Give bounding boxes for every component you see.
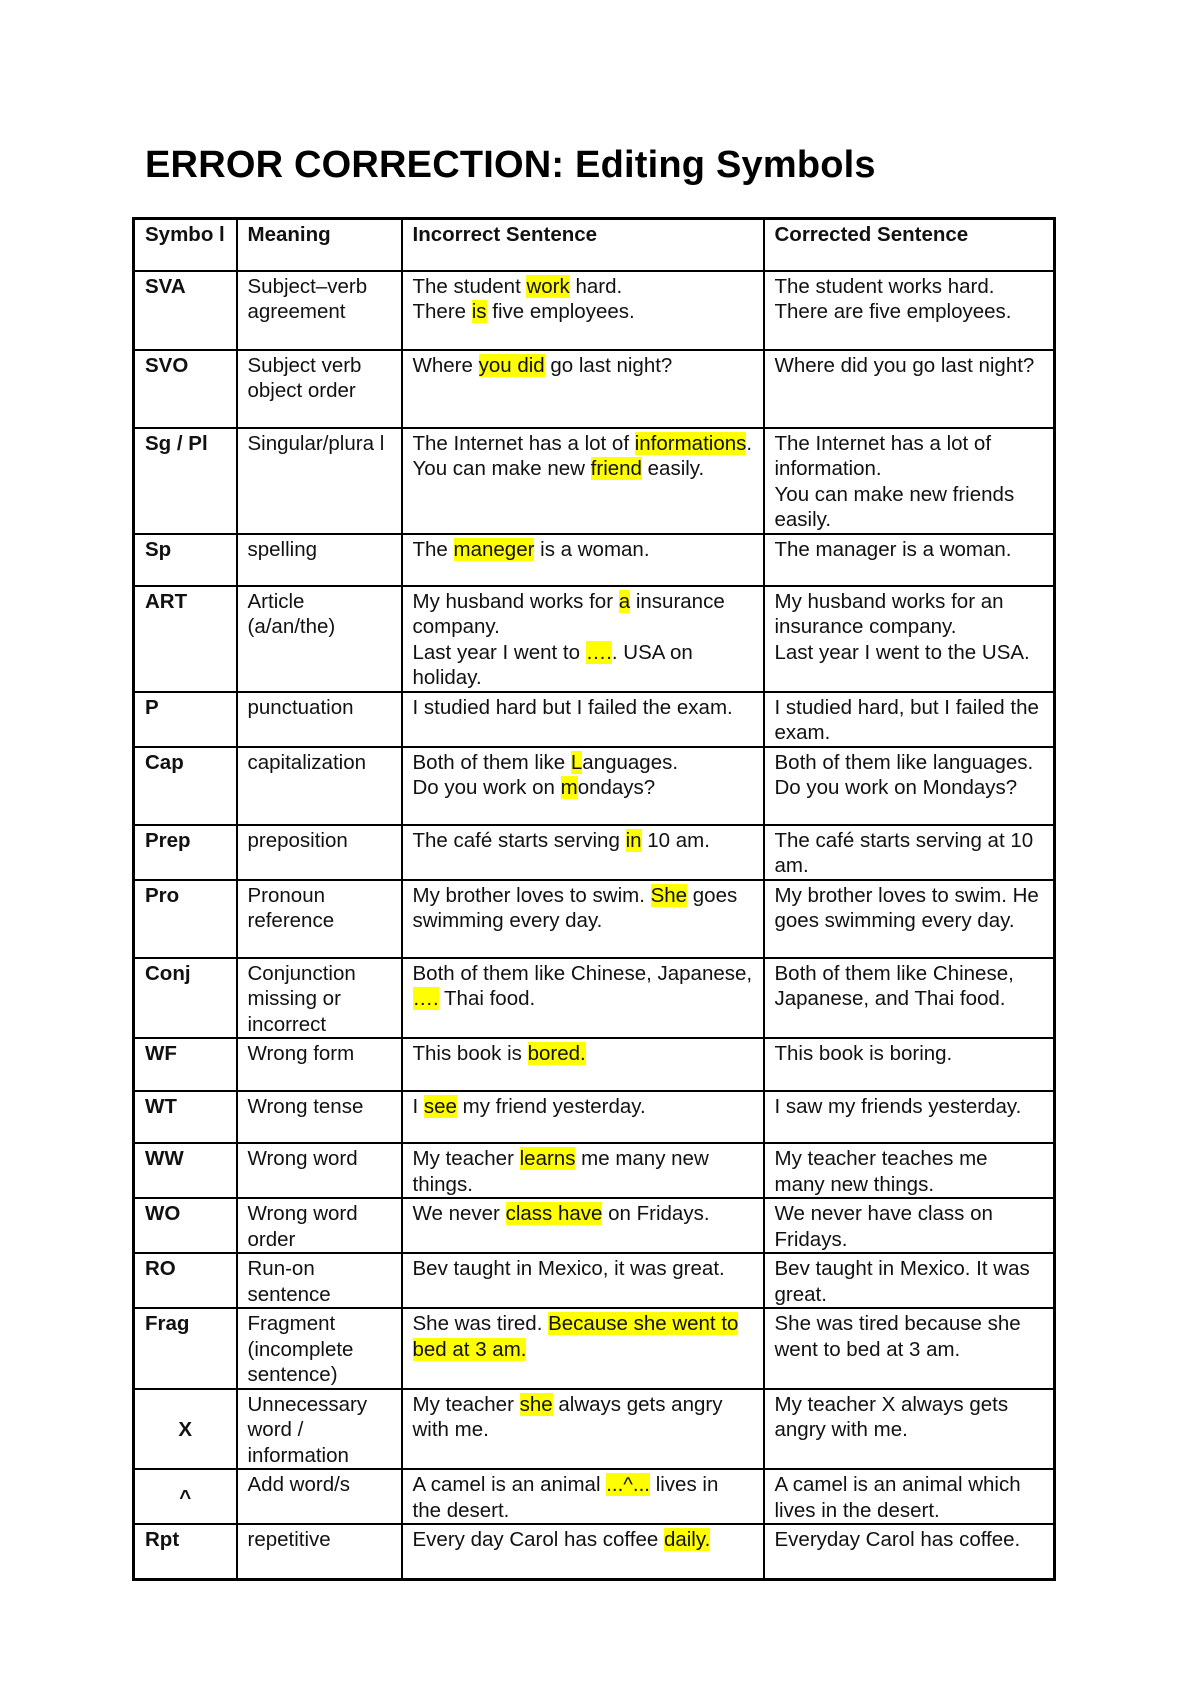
error-highlight: bored. [527,1042,586,1065]
corrected-sentence: The café starts serving at 10 am. [774,828,1034,877]
table-row [134,1143,1055,1198]
incorrect-sentence: The student work hard. [412,274,623,298]
header-incorrect-sentence: Incorrect Sentence [402,219,764,271]
incorrect-sentence-cell [402,534,764,586]
corrected-sentence-cell [764,428,1055,534]
corrected-sentence: Bev taught in Mexico. It was great. [774,1257,1030,1306]
meaning-cell: Article (a/an/the) [237,586,402,692]
error-highlight: Because she went to bed at 3 am. [412,1312,739,1361]
symbol-cell: WT [134,1091,237,1143]
meaning-cell: repetitive [237,1524,402,1579]
meaning-cell: Wrong word order [237,1198,402,1253]
incorrect-sentence-cell [402,1253,764,1308]
error-highlight: she [519,1392,553,1416]
corrected-sentence-cell [764,825,1055,880]
meaning-cell: Conjunction missing or incorrect [237,958,402,1039]
error-highlight: L [570,750,583,774]
table-row [134,1038,1055,1091]
table-row [134,825,1055,880]
table-header-row [134,219,1055,271]
incorrect-sentence: Both of them like Languages. [412,750,679,774]
incorrect-sentence-cell [402,1389,764,1470]
meaning-cell: Unnecessary word / information [237,1389,402,1470]
table-row [134,1389,1055,1470]
corrected-sentence: The manager is a woman. [774,537,1012,561]
table-row [134,534,1055,586]
incorrect-sentence: The Internet has a lot of informations. [412,431,753,455]
incorrect-sentence: Every day Carol has coffee daily. [412,1528,711,1551]
incorrect-sentence-cell [402,350,764,428]
incorrect-sentence-cell [402,1308,764,1389]
corrected-sentence: Where did you go last night? [774,353,1035,377]
incorrect-sentence-cell [402,1038,764,1091]
table-row [134,1091,1055,1143]
symbol-cell: WF [134,1038,237,1091]
corrected-sentence-cell [764,958,1055,1039]
symbol-cell: Conj [134,958,237,1039]
error-highlight: ...^... [606,1473,650,1496]
meaning-cell: capitalization [237,747,402,825]
table-row [134,958,1055,1039]
meaning-cell: Wrong form [237,1038,402,1091]
corrected-sentence: You can make new friends easily. [774,482,1015,531]
incorrect-sentence: Both of them like Chinese, Japanese, …. Thai food. [412,961,753,1010]
incorrect-sentence: There is five employees. [412,300,635,323]
corrected-sentence-cell [764,1038,1055,1091]
corrected-sentence: Both of them like Chinese, Japanese, and Thai food. [774,961,1014,1010]
table-row [134,1198,1055,1253]
table-row [134,586,1055,692]
corrected-sentence: My teacher X always gets angry with me. [774,1392,1009,1441]
corrected-sentence: She was tired because she went to bed at 3 am. [774,1312,1021,1361]
corrected-sentence-cell [764,534,1055,586]
meaning-cell: Wrong tense [237,1091,402,1143]
corrected-sentence-cell [764,1524,1055,1579]
incorrect-sentence-cell [402,880,764,958]
symbol-cell: Frag [134,1308,237,1389]
incorrect-sentence: My teacher learns me many new things. [412,1147,709,1196]
table-row [134,880,1055,958]
incorrect-sentence: She was tired. Because she went to bed at 3 am. [412,1312,739,1361]
corrected-sentence: I studied hard, but I failed the exam. [774,695,1039,744]
corrected-sentence-cell [764,271,1055,350]
error-highlight: …. [585,640,612,664]
error-highlight: in [625,828,642,852]
header-corrected-sentence: Corrected Sentence [764,219,1055,271]
symbol-cell: Sp [134,534,237,586]
corrected-sentence: This book is boring. [774,1042,953,1065]
error-highlight: learns [519,1147,576,1170]
meaning-cell: Run-on sentence [237,1253,402,1308]
error-highlight: informations [634,431,747,455]
incorrect-sentence: My husband works for a insurance company. [412,589,725,638]
symbol-cell: Sg / Pl [134,428,237,534]
table-row [134,1524,1055,1579]
incorrect-sentence: My teacher she always gets angry with me. [412,1392,723,1441]
incorrect-sentence: My brother loves to swim. She goes swimming every day. [412,883,738,932]
corrected-sentence: Everyday Carol has coffee. [774,1528,1021,1551]
corrected-sentence-cell [764,1389,1055,1470]
error-highlight: m [560,776,578,799]
incorrect-sentence-cell [402,825,764,880]
table-row [134,271,1055,350]
symbol-cell: RO [134,1253,237,1308]
incorrect-sentence: Where you did go last night? [412,353,673,377]
corrected-sentence: A camel is an animal which lives in the desert. [774,1473,1021,1522]
incorrect-sentence-cell [402,747,764,825]
meaning-cell: Singular/plura l [237,428,402,534]
corrected-sentence: The student works hard. [774,274,995,298]
symbol-cell: ART [134,586,237,692]
incorrect-sentence: This book is bored. [412,1042,586,1065]
page-title: ERROR CORRECTION: Editing Symbols [145,144,876,186]
incorrect-sentence-cell [402,1469,764,1524]
incorrect-sentence: The café starts serving in 10 am. [412,828,710,852]
incorrect-sentence: The maneger is a woman. [412,537,650,561]
incorrect-sentence-cell [402,271,764,350]
error-highlight: see [423,1095,457,1118]
error-highlight: work [526,274,570,298]
corrected-sentence-cell [764,1198,1055,1253]
corrected-sentence-cell [764,747,1055,825]
meaning-cell: preposition [237,825,402,880]
error-highlight: you did [478,353,545,377]
table-row [134,1253,1055,1308]
corrected-sentence: My husband works for an insurance company. [774,589,1004,638]
incorrect-sentence-cell [402,1198,764,1253]
incorrect-sentence: Bev taught in Mexico, it was great. [412,1257,725,1280]
incorrect-sentence: A camel is an animal ...^... lives in the desert. [412,1473,719,1522]
table-row [134,1469,1055,1524]
symbol-cell: Prep [134,825,237,880]
corrected-sentence-cell [764,350,1055,428]
incorrect-sentence-cell [402,958,764,1039]
meaning-cell: spelling [237,534,402,586]
meaning-cell: Fragment (incomplete sentence) [237,1308,402,1389]
incorrect-sentence-cell [402,586,764,692]
table-row [134,692,1055,747]
corrected-sentence-cell [764,1253,1055,1308]
table-row [134,747,1055,825]
table-row [134,350,1055,428]
corrected-sentence-cell [764,880,1055,958]
error-highlight: …. [412,987,439,1010]
corrected-sentence: Last year I went to the USA. [774,640,1030,664]
corrected-sentence: The Internet has a lot of information. [774,431,992,480]
error-highlight: She [650,883,688,907]
error-highlight: a [618,589,631,613]
symbol-cell: X [134,1389,237,1470]
table-row [134,1308,1055,1389]
symbol-cell: WO [134,1198,237,1253]
incorrect-sentence-cell [402,1143,764,1198]
corrected-sentence-cell [764,1091,1055,1143]
corrected-sentence-cell [764,692,1055,747]
symbol-cell: SVA [134,271,237,350]
corrected-sentence-cell [764,1143,1055,1198]
symbol-cell: ^ [134,1469,237,1524]
meaning-cell: Wrong word [237,1143,402,1198]
error-highlight: maneger [453,537,535,561]
error-highlight: daily. [663,1528,711,1551]
incorrect-sentence-cell [402,1524,764,1579]
corrected-sentence: Do you work on Mondays? [774,776,1018,799]
symbol-cell: WW [134,1143,237,1198]
corrected-sentence-cell [764,586,1055,692]
symbol-cell: SVO [134,350,237,428]
table-body [134,271,1055,1580]
corrected-sentence: I saw my friends yesterday. [774,1095,1022,1118]
symbol-cell: Pro [134,880,237,958]
incorrect-sentence: Last year I went to ….. USA on holiday. [412,640,693,689]
error-highlight: class have [505,1202,603,1225]
corrected-sentence-cell [764,1308,1055,1389]
table-row [134,428,1055,534]
incorrect-sentence-cell [402,692,764,747]
meaning-cell: Subject verb object order [237,350,402,428]
header-meaning: Meaning [237,219,402,271]
incorrect-sentence: You can make new friend easily. [412,457,705,480]
meaning-cell: Pronoun reference [237,880,402,958]
corrected-sentence: There are five employees. [774,300,1012,323]
symbol-cell: Rpt [134,1524,237,1579]
corrected-sentence: We never have class on Fridays. [774,1202,993,1251]
editing-symbols-table [132,217,1056,1581]
symbol-cell: P [134,692,237,747]
incorrect-sentence-cell [402,1091,764,1143]
incorrect-sentence: I see my friend yesterday. [412,1095,646,1118]
meaning-cell: Add word/s [237,1469,402,1524]
meaning-cell: Subject–verb agreement [237,271,402,350]
corrected-sentence-cell [764,1469,1055,1524]
incorrect-sentence: We never class have on Fridays. [412,1202,710,1225]
error-highlight: is [471,300,487,323]
incorrect-sentence-cell [402,428,764,534]
corrected-sentence: My teacher teaches me many new things. [774,1147,988,1196]
incorrect-sentence: Do you work on mondays? [412,776,656,799]
header-symbol: Symbo l [134,219,237,271]
incorrect-sentence: I studied hard but I failed the exam. [412,695,733,719]
symbol-cell: Cap [134,747,237,825]
meaning-cell: punctuation [237,692,402,747]
error-highlight: friend [590,457,642,480]
corrected-sentence: Both of them like languages. [774,750,1034,774]
corrected-sentence: My brother loves to swim. He goes swimming every day. [774,883,1039,932]
